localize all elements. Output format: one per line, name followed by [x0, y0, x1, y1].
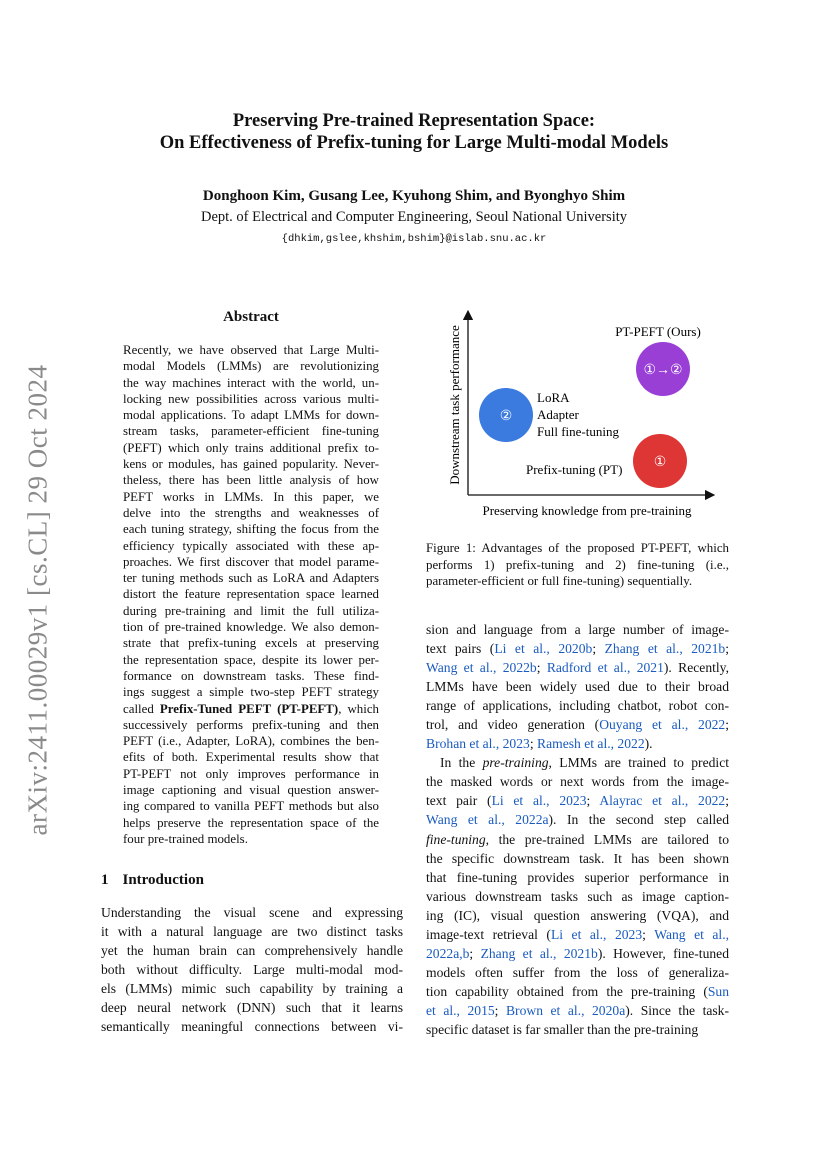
y-axis-label: Downstream task performance: [447, 325, 462, 485]
lora-label: LoRA: [537, 390, 570, 405]
body-line: range of applications, including chatbot, robot con-: [426, 698, 729, 714]
full-finetuning-label: Full fine-tuning: [537, 424, 619, 439]
body-line: ing (IC), visual question answering (VQA), and: [426, 907, 729, 923]
body-line: yet the human brain can comprehensively handle: [101, 943, 403, 959]
section-number: 1: [101, 872, 109, 888]
adapter-label: Adapter: [537, 407, 579, 422]
abstract-line: delve into the strengths and weaknesses of: [123, 505, 379, 520]
caption-line: performs 1) prefix-tuning and 2) fine-tuning (i.e.,: [426, 557, 729, 572]
figure-1: [440, 305, 730, 530]
body-line: image-text retrieval (Li et al., 2023; Wang et al.,: [426, 926, 729, 942]
paper-title-line1: Preserving Pre-trained Representation Space:: [232, 111, 596, 131]
citation-link[interactable]: Sun: [707, 983, 729, 999]
body-line: the masked words or next words from the image-: [426, 774, 729, 790]
abstract-line: strate that prefix-tuning excels at preserving: [123, 636, 379, 651]
abstract-line: theless, there has been little analysis of how: [123, 473, 379, 488]
citation-link[interactable]: Ouyang et al., 2022: [599, 717, 726, 733]
body-line: sion and language from a large number of image-: [426, 622, 729, 637]
intro-left-column: [101, 903, 403, 1036]
section-title: Introduction: [122, 872, 204, 888]
citation-link[interactable]: Li et al., 2023: [491, 793, 587, 809]
abstract-line: PEFT works in LMMs. In this paper, we: [123, 489, 379, 504]
citation-link[interactable]: Wang et al., 2022b: [426, 660, 537, 676]
body-line: Wang et al., 2022b; Radford et al., 2021). Recently,: [426, 660, 729, 676]
affiliation: Dept. of Electrical and Computer Engineering, Seoul National University: [200, 209, 628, 225]
figure-caption: [426, 540, 729, 590]
method-name: Prefix-Tuned PEFT (PT-PEFT): [159, 701, 339, 716]
abstract-line: ings suggest a simple two-step PEFT strategy: [123, 685, 379, 700]
abstract-line: efficiency typically associated with these ap-: [123, 538, 379, 553]
abstract-line: called Prefix-Tuned PEFT (PT-PEFT), which: [123, 701, 379, 716]
abstract-line: ing compared to vanilla PEFT methods but also: [123, 799, 379, 814]
caption-line: Figure 1: Advantages of the proposed PT-PEFT, which: [426, 541, 729, 555]
abstract-line: proaches. We first discover that model parame-: [123, 554, 379, 569]
email: {dhkim,gslee,khshim,bshim}@islab.snu.ac.kr: [281, 233, 547, 245]
abstract-body: [123, 342, 379, 847]
section-heading: [101, 872, 204, 889]
citation-link[interactable]: Radford et al., 2021: [546, 660, 664, 676]
abstract-line: successively performs prefix-tuning and then: [123, 717, 379, 732]
citation-link[interactable]: Alayrac et al., 2022: [599, 793, 726, 809]
body-line: it with a natural language are two distinct tasks: [101, 924, 403, 940]
body-line: that fine-tuning provides superior performance in: [426, 869, 729, 885]
abstract-line: locking new possibilities across various multi-: [123, 391, 379, 406]
paper-title-line2: On Effectiveness of Prefix-tuning for Large Multi-modal Models: [159, 133, 669, 153]
abstract-line: ter tuning methods such as LoRA and Adapters: [123, 571, 379, 586]
authors: Donghoon Kim, Gusang Lee, Kyuhong Shim, and Byonghyo Shim: [202, 188, 626, 204]
abstract-line: four pre-trained models.: [123, 831, 248, 846]
arxiv-stamp-text: arXiv:2411.00029v1 [cs.CL] 29 Oct 2024: [22, 364, 53, 836]
citation-link[interactable]: Zhang et al., 2021b: [480, 945, 598, 961]
citation-link[interactable]: et al., 2015: [426, 1002, 495, 1018]
citation-link[interactable]: 2022a,b: [426, 945, 470, 961]
body-line: various downstream tasks such as image caption-: [426, 888, 729, 904]
body-line: Wang et al., 2022a). In the second step called: [426, 812, 730, 828]
body-line: semantically meaningful connections between vi-: [101, 1019, 403, 1035]
body-line: text pair (Li et al., 2023; Alayrac et al., 2022;: [426, 793, 730, 809]
x-axis-label: Preserving knowledge from pre-training: [482, 503, 692, 518]
abstract-line: image captioning and visual question answer-: [123, 783, 379, 798]
citation-link[interactable]: Li et al., 2020b: [494, 641, 593, 657]
prefix-label: Prefix-tuning (PT): [526, 462, 623, 477]
abstract-line: modal applications. To adapt LMMs for down-: [123, 408, 379, 423]
abstract-line: during pre-training and limit the full utiliza-: [123, 603, 379, 618]
body-line: Brohan et al., 2023; Ramesh et al., 2022).: [426, 736, 653, 752]
abstract-line: the way machines interact with the world, un-: [123, 375, 379, 390]
abstract-line: Recently, we have observed that Large Multi-: [123, 343, 379, 357]
abstract-line: PT-PEFT not only improves performance in: [123, 766, 379, 781]
abstract-line: kens or modules, has gained popularity. Never-: [123, 457, 379, 472]
abstract-line: tion of pre-trained knowledge. We also demon-: [123, 620, 379, 635]
citation-link[interactable]: Brohan et al., 2023: [426, 736, 530, 752]
citation-link[interactable]: Wang et al., 2022a: [426, 812, 549, 828]
body-line: the specific downstream task. It has been shown: [426, 850, 729, 866]
citation-link[interactable]: Ramesh et al., 2022: [537, 736, 645, 752]
citation-link[interactable]: Wang et al.,: [654, 926, 729, 942]
abstract-line: distort the feature representation space learned: [123, 587, 379, 602]
caption-line: parameter-efficient or full fine-tuning) sequentially.: [426, 574, 693, 589]
abstract-line: helps preserve the representation space of the: [123, 815, 379, 830]
body-line: et al., 2015; Brown et al., 2020a). Since the task-: [426, 1002, 729, 1018]
abstract-line: the representation space, despite its lower per-: [123, 652, 379, 667]
body-line: models often suffer from the loss of generaliza-: [426, 964, 729, 980]
citation-link[interactable]: Zhang et al., 2021b: [604, 641, 726, 657]
body-line: text pairs (Li et al., 2020b; Zhang et al., 2021b;: [426, 641, 729, 657]
body-line: In the pre-training, LMMs are trained to predict: [440, 755, 729, 771]
abstract-heading: Abstract: [223, 309, 279, 325]
body-line: tion capability obtained from the pre-training (Sun: [426, 983, 729, 999]
body-line: 2022a,b; Zhang et al., 2021b). However, fine-tuned: [426, 945, 730, 961]
abstract-line: (PEFT) which only trains additional prefix to-: [123, 440, 379, 455]
citation-link[interactable]: Brown et al., 2020a: [505, 1002, 626, 1018]
body-line: deep neural network (DNN) such that it learns: [101, 1000, 403, 1016]
body-line: els (LMMs) mimic such capability by training a: [101, 981, 403, 997]
body-line: Understanding the visual scene and expressing: [101, 905, 403, 920]
citation-link[interactable]: Li et al., 2023: [550, 926, 643, 942]
abstract-line: modal Models (LMMs) are revolutionizing: [123, 359, 379, 374]
abstract-line: formance on downstream tasks. These find-: [123, 668, 379, 683]
abstract-line: each tuning strategy, shifting the focus from the: [123, 522, 379, 537]
pt-peft-marker: ①→②: [643, 363, 683, 378]
intro-right-column: [426, 620, 729, 1039]
body-line: both without difficulty. Large multi-modal mod-: [101, 962, 403, 978]
pt-peft-label: PT-PEFT (Ours): [615, 324, 701, 339]
lora-marker: ②: [499, 409, 513, 424]
body-line: specific dataset is far smaller than the pre-training: [426, 1021, 699, 1037]
body-line: LMMs have been widely used due to their broad: [426, 679, 729, 695]
body-line: trol, and video generation (Ouyang et al., 2022;: [426, 717, 729, 733]
abstract-line: stream tasks, parameter-efficient fine-tuning: [123, 424, 379, 439]
prefix-marker: ①: [653, 455, 667, 470]
body-line: fine-tuning, the pre-trained LMMs are tailored to: [426, 831, 729, 847]
abstract-line: efits of both. Experimental results show that: [123, 750, 379, 765]
abstract-line: PEFT (i.e., Adapter, LoRA), combines the ben-: [123, 734, 379, 749]
